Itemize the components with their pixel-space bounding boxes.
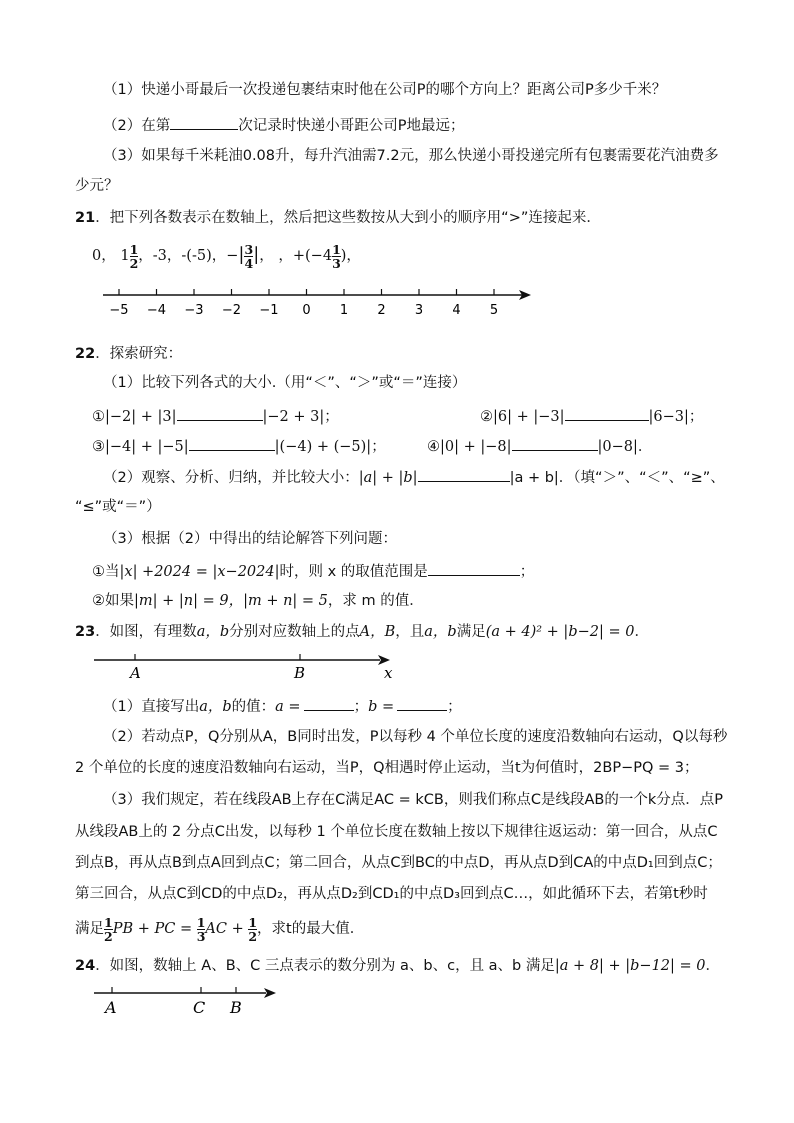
q21-axis-tick-label: −5: [109, 303, 129, 318]
q21-n2-num: 1: [129, 241, 139, 257]
q22-compare-4: [427, 435, 652, 457]
q22-s2-suffix: ，求 m 的值．: [327, 593, 424, 609]
q22-sub2: [92, 591, 424, 611]
q23-p1-sep: ；: [353, 699, 369, 715]
q24-stem: [75, 956, 720, 976]
q22-part1: （1）比较下列各式的大小.（用“＜”、“＞”或“＝”连接）: [103, 375, 467, 391]
q22-s1-prefix: ①当: [92, 564, 120, 580]
q24-t-a: ．如图，数轴上 A、B、C 三点表示的数分别为 a、b、c，且 a、b 满足: [95, 958, 555, 974]
q23-p1-end: ；: [447, 699, 462, 715]
q23-p1-a-blank[interactable]: [304, 695, 354, 711]
q23-figure: [90, 652, 410, 684]
q22-p2-blank[interactable]: [418, 466, 510, 482]
q22-part3: （3）根据（2）中得出的结论解答下列问题：: [103, 531, 397, 547]
q21-n2-den: 2: [129, 255, 139, 271]
q22-c2-left: |6| + |−3|: [493, 409, 565, 425]
q22-compare-1: [92, 405, 339, 427]
q20-part2-suffix: 次记录时快递小哥距公司P地最远；: [238, 118, 465, 134]
q23-part3-line4: 第三回合，从点C到CD的中点D₂，再从点D₂到CD₁的中点D₃回到点C…，如此循环下去，若第t秒时: [75, 886, 708, 902]
q20-part3-line2: 少元？: [75, 178, 119, 194]
q22-compare-2: [480, 405, 703, 427]
q22-s1-mid: 时，则 x 的取值范围是: [279, 564, 428, 580]
q23-label-x: x: [384, 664, 393, 682]
q21-n5-den: 3: [332, 255, 341, 271]
q22-c3-blank[interactable]: [189, 435, 275, 451]
q22-p2-expr: |a| + |b|: [358, 470, 418, 486]
q20-part2-prefix: （2）在第: [103, 118, 171, 134]
q21-n5-frac: [332, 243, 341, 270]
q23-l5-d: ，求t的最大值．: [257, 921, 365, 937]
q23-stem: [75, 622, 649, 642]
q21-number-line: [95, 283, 540, 319]
q23-t-ab2: a，b: [424, 624, 457, 640]
q23-p1-ab: a，b: [199, 699, 232, 715]
q22-sub1: [92, 560, 534, 582]
q21-n4-den: 4: [244, 255, 254, 271]
q22-s2-expr: |m| + |n| = 9，|m + n| = 5: [134, 593, 328, 609]
q24-t-b: ．: [705, 958, 720, 974]
q23-t-AB: A，B: [359, 624, 396, 640]
q22-c3-right: |(−4) + (−5)|；: [274, 439, 386, 455]
q21-axis-tick-label: 1: [339, 303, 349, 318]
q21-axis-tick-label: 4: [452, 303, 461, 318]
q24-label-b: B: [230, 998, 242, 1017]
q21-n5-num: 1: [332, 241, 341, 257]
q20-part1: （1）快递小哥最后一次投递包裹结束时他在公司P的哪个方向上？距离公司P多少千米？: [103, 82, 667, 98]
q23-t-a: ．如图，有理数: [95, 624, 197, 640]
q22-stem: [75, 344, 182, 364]
q21-n2-int: 1: [120, 248, 130, 264]
q24-figure: [90, 985, 290, 1021]
q23-label-a: A: [130, 664, 141, 682]
q22-c1-mark: ①: [92, 409, 105, 425]
q22-s1-end: ；: [519, 564, 535, 580]
q23-p1-mid: 的值：: [231, 699, 276, 715]
q22-p2-prefix: （2）观察、分析、归纳，并比较大小：: [103, 470, 359, 486]
q22-c2-blank[interactable]: [565, 405, 649, 421]
q21-axis-tick-label: 3: [414, 303, 424, 318]
q23-l5-f1-num: 1: [104, 914, 113, 930]
q23-l5-f1-den: 2: [104, 928, 113, 944]
q23-p1-prefix: （1）直接写出: [103, 699, 200, 715]
q21-text: ．把下列各数表示在数轴上，然后把这些数按从大到小的顺序用“>”连接起来．: [95, 210, 601, 226]
q22-title: ．探索研究：: [95, 346, 183, 362]
q24-label-a: A: [105, 998, 117, 1017]
q23-p1-b-blank[interactable]: [397, 695, 447, 711]
q21-n4-frac: [244, 243, 253, 270]
q22-part2-line2: “≤”或“＝”）: [75, 499, 161, 515]
q24-t-eq: |a + 8| + |b−12| = 0: [554, 958, 706, 974]
q23-l5-a: 满足: [75, 921, 104, 937]
q22-c4-mark: ④: [427, 439, 440, 455]
q23-label-b: B: [294, 664, 306, 682]
q24-number: 24: [75, 958, 96, 974]
q21-n3: ，-3，-(-5)，−: [138, 248, 239, 264]
q23-l5-f2-den: 3: [196, 928, 206, 944]
q21-axis-tick-label: −2: [221, 303, 242, 318]
q23-part3-line2: 从线段AB上的 2 分点C出发，以每秒 1 个单位长度在数轴上按以下规律往返运动：第一回合，从点C: [75, 824, 718, 840]
q21-axis-tick-label: −3: [184, 303, 204, 318]
q23-t-ab: a，b: [196, 624, 230, 640]
q21-axis-tick-label: 2: [377, 303, 386, 318]
q23-part3-line1: （3）我们规定，若在线段AB上存在C满足AC = kCB，则我们称点C是线段AB的一个k分点．点P: [103, 792, 723, 808]
q23-t-e: ．: [634, 624, 649, 640]
q22-c1-left: |−2| + |3|: [105, 409, 177, 425]
q23-part3-line5: [75, 914, 364, 946]
q21-number-list: 0， 1 $\frac{1}{2}$ ，-3，-(-5)，−| $\frac{3}{4}$ |， ，+(−4 $\frac{1}{3}$ )，: [92, 241, 361, 271]
q23-t-d: 满足: [456, 624, 486, 640]
q23-l5-frac1: [104, 916, 113, 943]
q22-p2-suffix: |a + b|．（填“＞”、“＜”、“≥”、: [509, 470, 725, 486]
q23-part2-line1: （2）若动点P，Q分别从A，B同时出发，P以每秒 4 个单位长度的速度沿数轴向右运动，Q以每秒: [103, 729, 728, 745]
q21-n2-frac: [130, 243, 139, 270]
q23-number: 23: [75, 624, 96, 640]
q22-compare-3: [92, 435, 386, 457]
q21-axis-tick-label: −4: [146, 303, 167, 318]
q22-s1-blank[interactable]: [428, 560, 520, 576]
q23-t-c: ，且: [395, 624, 425, 640]
q20-part2-blank[interactable]: [170, 114, 238, 130]
q23-part2-line2: 2 个单位的长度的速度沿数轴向右运动，当P，Q相遇时停止运动，当t为何值时，2BP−PQ = 3；: [75, 760, 699, 776]
q23-part3-line3: 到点B，再从点B到点A回到点C；第二回合，从点C到BC的中点D，再从点D到CA的中点D₁回到点C；: [75, 855, 722, 871]
q22-c3-left: |−4| + |−5|: [105, 439, 189, 455]
q23-l5-f3-num: 1: [248, 914, 258, 930]
q21-n5: ，+(−4: [278, 248, 333, 264]
q23-t-eq: (a + 4)² + |b−2| = 0: [485, 624, 635, 640]
q23-part1: [103, 695, 462, 717]
q23-l5-b: PB + PC =: [112, 921, 193, 937]
q21-axis-tick-label: 5: [489, 303, 499, 318]
q22-c4-blank[interactable]: [512, 435, 598, 451]
q23-t-b: 分别对应数轴上的点: [229, 624, 360, 640]
q22-c4-right: |0−8|．: [597, 439, 653, 455]
q21-stem: [75, 208, 601, 228]
q24-label-c: C: [193, 998, 206, 1017]
q22-s2-prefix: ②如果: [92, 593, 134, 609]
q21-axis-tick-label: −1: [259, 303, 279, 318]
q20-part3-line1: （3）如果每千米耗油0.08升，每升汽油需7.2元，那么快递小哥投递完所有包裹需要花汽油费多: [103, 148, 719, 164]
q22-c4-left: |0| + |−8|: [440, 439, 512, 455]
q22-s1-expr: |x| +2024 = |x−2024|: [119, 564, 280, 580]
q22-c3-mark: ③: [92, 439, 105, 455]
q23-p1-aeq: a =: [275, 699, 301, 715]
q21-n1: 0，: [92, 248, 116, 264]
q22-c1-blank[interactable]: [177, 405, 263, 421]
q23-l5-frac3: [248, 916, 257, 943]
q23-l5-f2-num: 1: [196, 914, 206, 930]
q21-n6: )，: [340, 248, 361, 264]
q22-c2-right: |6−3|；: [648, 409, 704, 425]
q23-p1-beq: b =: [368, 699, 395, 715]
q21-number: 21: [75, 210, 96, 226]
q23-l5-c: AC +: [205, 921, 244, 937]
q21-n4-num: 3: [244, 241, 254, 257]
q22-number: 22: [75, 346, 96, 362]
q20-part2: [103, 114, 464, 136]
q23-l5-f3-den: 2: [248, 928, 258, 944]
q21-axis-tick-label: 0: [302, 303, 311, 318]
q22-c2-mark: ②: [480, 409, 493, 425]
q22-c1-right: |−2 + 3|；: [262, 409, 339, 425]
q22-part2: [103, 466, 725, 488]
